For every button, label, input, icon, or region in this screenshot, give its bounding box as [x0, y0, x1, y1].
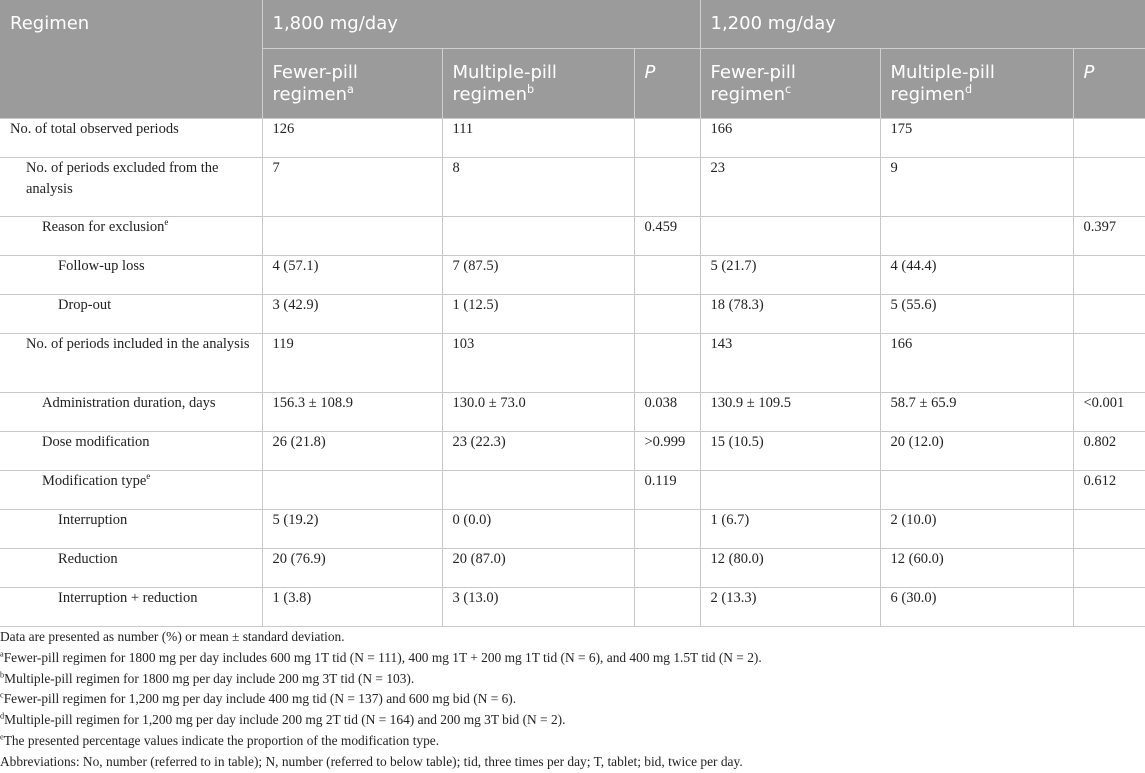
table-footnotes [0, 627, 1140, 773]
footnote-marker-c: c [785, 82, 792, 96]
cell-multiple-pill-1200: 5 (55.6) [880, 294, 1073, 333]
cell-p-value-1800 [634, 333, 700, 392]
footnote-line [0, 689, 1140, 710]
table-row [0, 509, 1145, 548]
cell-p-value-1200 [1073, 333, 1145, 392]
row-label [0, 157, 262, 216]
cell-multiple-pill-1200: 12 (60.0) [880, 548, 1073, 587]
row-label [0, 255, 262, 294]
cell-fewer-pill-1200: 143 [700, 333, 880, 392]
cell-p-value-1200: 0.397 [1073, 216, 1145, 255]
cell-fewer-pill-1200: 2 (13.3) [700, 587, 880, 626]
cell-multiple-pill-1200: 58.7 ± 65.9 [880, 392, 1073, 431]
row-label-text: Administration duration, days [42, 394, 216, 411]
cell-p-value-1800 [634, 587, 700, 626]
footnote-marker-d: d [965, 82, 973, 96]
cell-fewer-pill-1800: 156.3 ± 108.9 [262, 392, 442, 431]
row-label [0, 470, 262, 509]
cell-p-value-1800 [634, 548, 700, 587]
cell-p-value-1200 [1073, 587, 1145, 626]
cell-p-value-1800 [634, 509, 700, 548]
cell-multiple-pill-1800: 130.0 ± 73.0 [442, 392, 634, 431]
cell-multiple-pill-1200: 175 [880, 118, 1073, 157]
p-value-1200-header: P [1073, 48, 1145, 118]
cell-p-value-1200: 0.802 [1073, 431, 1145, 470]
cell-multiple-pill-1800: 23 (22.3) [442, 431, 634, 470]
cell-multiple-pill-1200: 2 (10.0) [880, 509, 1073, 548]
footnote-line [0, 752, 1140, 773]
footnote-marker-a: a [347, 82, 354, 96]
row-label-text: Modification type [42, 472, 147, 489]
cell-fewer-pill-1200: 23 [700, 157, 880, 216]
table-row [0, 392, 1145, 431]
cell-multiple-pill-1800: 111 [442, 118, 634, 157]
footnote-marker: e [0, 732, 4, 742]
cell-fewer-pill-1200: 18 (78.3) [700, 294, 880, 333]
row-label-text: No. of total observed periods [10, 120, 179, 137]
row-label [0, 431, 262, 470]
group-1200-header: 1,200 mg/day [700, 0, 1145, 48]
cell-multiple-pill-1800: 0 (0.0) [442, 509, 634, 548]
group-1800-header: 1,800 mg/day [262, 0, 700, 48]
footnote-marker: c [0, 690, 4, 700]
cell-multiple-pill-1800 [442, 470, 634, 509]
cell-fewer-pill-1200 [700, 216, 880, 255]
cell-p-value-1800: 0.119 [634, 470, 700, 509]
table-row [0, 255, 1145, 294]
cell-multiple-pill-1800: 3 (13.0) [442, 587, 634, 626]
footnote-marker: e [164, 216, 169, 227]
row-label-text: Reduction [58, 550, 118, 567]
footnote-text: Data are presented as number (%) or mean ± standard deviation. [0, 629, 345, 644]
cell-p-value-1800 [634, 255, 700, 294]
cell-fewer-pill-1200: 12 (80.0) [700, 548, 880, 587]
row-label-text: Dose modification [42, 433, 150, 450]
cell-p-value-1200 [1073, 255, 1145, 294]
table-row [0, 216, 1145, 255]
cell-p-value-1800: >0.999 [634, 431, 700, 470]
row-label [0, 548, 262, 587]
table-row [0, 294, 1145, 333]
cell-multiple-pill-1200: 6 (30.0) [880, 587, 1073, 626]
regimen-header: Regimen [0, 0, 262, 118]
row-label [0, 294, 262, 333]
table-row [0, 118, 1145, 157]
table-row [0, 157, 1145, 216]
fewer-pill-1200-header: Fewer-pill regimen$^c$ [700, 48, 880, 118]
multiple-pill-1800-header: Multiple-pill regimen$^b$ [442, 48, 634, 118]
cell-multiple-pill-1800 [442, 216, 634, 255]
footnote-marker: e [146, 470, 151, 481]
cell-p-value-1800 [634, 118, 700, 157]
cell-fewer-pill-1800: 5 (19.2) [262, 509, 442, 548]
cell-p-value-1800: 0.459 [634, 216, 700, 255]
cell-fewer-pill-1800: 119 [262, 333, 442, 392]
cell-multiple-pill-1200: 9 [880, 157, 1073, 216]
table-row [0, 431, 1145, 470]
cell-multiple-pill-1200: 4 (44.4) [880, 255, 1073, 294]
table-row [0, 470, 1145, 509]
fewer-pill-1800-header: Fewer-pill regimen$^a$ [262, 48, 442, 118]
cell-multiple-pill-1800: 1 (12.5) [442, 294, 634, 333]
cell-multiple-pill-1200 [880, 470, 1073, 509]
cell-multiple-pill-1800: 7 (87.5) [442, 255, 634, 294]
footnote-text: Abbreviations: No, number (referred to in table); N, number (referred to below table); tid, three times per day; T, tablet; bid, twice per day. [0, 753, 743, 769]
row-label [0, 392, 262, 431]
row-label [0, 587, 262, 626]
cell-fewer-pill-1800: 20 (76.9) [262, 548, 442, 587]
cell-multiple-pill-1800: 103 [442, 333, 634, 392]
footnote-text: Fewer-pill regimen for 1,200 mg per day include 400 mg tid (N = 137) and 600 mg bid (N = 6). [3, 691, 517, 707]
row-label-text: Reason for exclusion [42, 218, 165, 235]
cell-fewer-pill-1200: 1 (6.7) [700, 509, 880, 548]
cell-fewer-pill-1800: 7 [262, 157, 442, 216]
footnote-text: The presented percentage values indicate the proportion of the modification type. [3, 732, 440, 748]
cell-fewer-pill-1200: 166 [700, 118, 880, 157]
footnote-marker-b: b [527, 82, 535, 96]
footnote-line [0, 731, 1140, 752]
cell-multiple-pill-1800: 8 [442, 157, 634, 216]
table-row [0, 587, 1145, 626]
cell-fewer-pill-1200: 15 (10.5) [700, 431, 880, 470]
cell-fewer-pill-1800: 4 (57.1) [262, 255, 442, 294]
cell-multiple-pill-1200: 166 [880, 333, 1073, 392]
cell-p-value-1200: <0.001 [1073, 392, 1145, 431]
cell-p-value-1800: 0.038 [634, 392, 700, 431]
cell-p-value-1200: 0.612 [1073, 470, 1145, 509]
cell-multiple-pill-1800: 20 (87.0) [442, 548, 634, 587]
cell-p-value-1800 [634, 294, 700, 333]
cell-fewer-pill-1800: 1 (3.8) [262, 587, 442, 626]
cell-p-value-1800 [634, 157, 700, 216]
footnote-marker: d [0, 711, 5, 721]
row-label-text: Drop-out [58, 296, 112, 313]
cell-fewer-pill-1200: 5 (21.7) [700, 255, 880, 294]
p-value-1800-header: P [634, 48, 700, 118]
footnote-line [0, 648, 1140, 669]
cell-p-value-1200 [1073, 294, 1145, 333]
footnote-line [0, 710, 1140, 731]
cell-p-value-1200 [1073, 157, 1145, 216]
cell-p-value-1200 [1073, 509, 1145, 548]
cell-fewer-pill-1800: 26 (21.8) [262, 431, 442, 470]
multiple-pill-1200-header: Multiple-pill regimen$^d$ [880, 48, 1073, 118]
table-row [0, 333, 1145, 392]
row-label [0, 509, 262, 548]
cell-fewer-pill-1800: 126 [262, 118, 442, 157]
cell-p-value-1200 [1073, 548, 1145, 587]
row-label-text: Interruption [58, 511, 128, 528]
row-label-text: No. of periods excluded from the analysis [26, 159, 219, 197]
footnote-text: Multiple-pill regimen for 1800 mg per day include 200 mg 3T tid (N = 103). [4, 670, 415, 686]
row-label [0, 216, 262, 255]
footnote-marker: b [0, 670, 5, 680]
cell-fewer-pill-1800 [262, 470, 442, 509]
cell-p-value-1200 [1073, 118, 1145, 157]
cell-fewer-pill-1800 [262, 216, 442, 255]
footnote-text: Multiple-pill regimen for 1,200 mg per day include 200 mg 2T tid (N = 164) and 200 mg 3T bid (N = 2). [4, 712, 566, 728]
row-label [0, 333, 262, 392]
footnote-marker: a [0, 649, 4, 659]
cell-multiple-pill-1200: 20 (12.0) [880, 431, 1073, 470]
footnote-line [0, 627, 1140, 648]
row-label-text: Interruption + reduction [58, 589, 198, 606]
table-header [0, 0, 1145, 118]
table-body [0, 118, 1145, 626]
cell-fewer-pill-1800: 3 (42.9) [262, 294, 442, 333]
cell-fewer-pill-1200 [700, 470, 880, 509]
row-label [0, 118, 262, 157]
cell-multiple-pill-1200 [880, 216, 1073, 255]
row-label-text: Follow-up loss [58, 257, 145, 274]
row-label-text: No. of periods included in the analysis [26, 335, 250, 352]
footnote-text: Fewer-pill regimen for 1800 mg per day includes 600 mg 1T tid (N = 111), 400 mg 1T + 200 mg 1T tid (N = 6), and 400 mg 1.5T tid (N = 2). [3, 649, 762, 665]
table-row [0, 548, 1145, 587]
cell-fewer-pill-1200: 130.9 ± 109.5 [700, 392, 880, 431]
footnote-line [0, 669, 1140, 690]
